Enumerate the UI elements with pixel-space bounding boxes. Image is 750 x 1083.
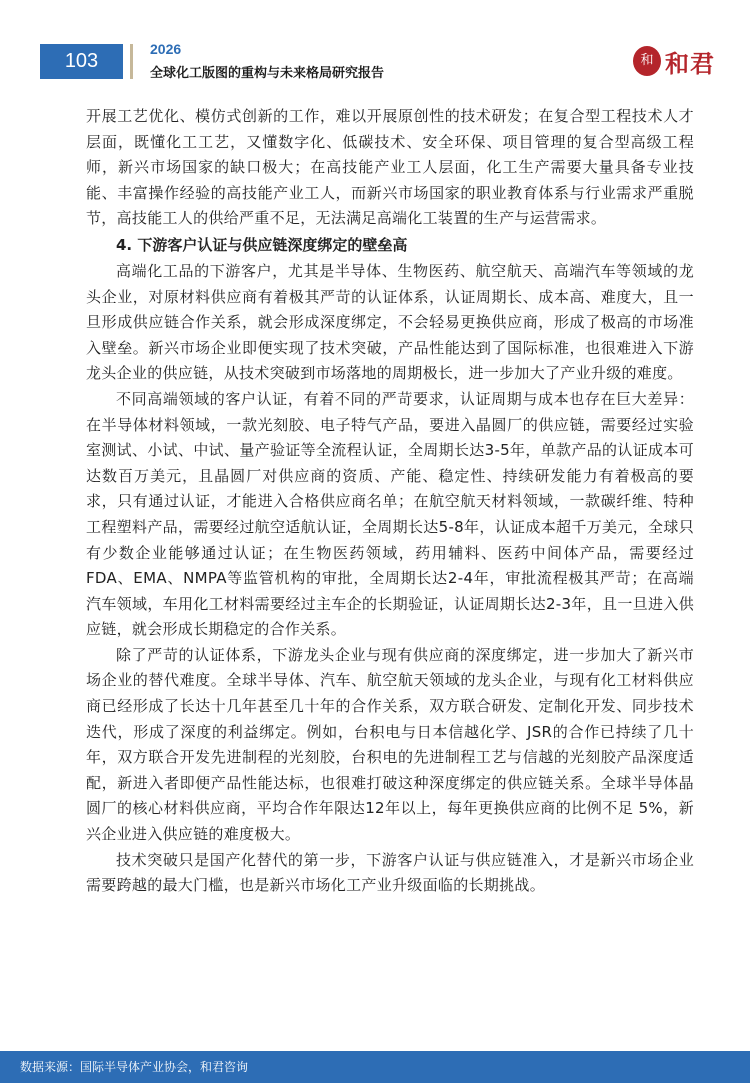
paragraph-2: 不同高端领域的客户认证，有着不同的严苛要求，认证周期与成本也存在巨大差异：在半导体材料领域，一款光刻胶、电子特气产品，要进入晶圆厂的供应链，需要经过实验室测试、小试、中试、量产验证等全流程认证，全周期长达3-5年，单款产品的认证成本可达数百万美元，且晶圆厂对供应商的资质、产能、稳定性、持续研发能力有着极高的要求，只有通过认证，才能进入合格供应商名单；在航空航天材料领域，一款碳纤维、特种工程塑料产品，需要经过航空适航认证，全周期长达5-8年，认证成本超千万美元，全球只有少数企业能够通过认证；在生物医药领域，药用辅料、医药中间体产品，需要经过FDA、EMA、NMPA等监管机构的审批，全周期长达2-4年，审批流程极其严苛；在高端汽车领域，车用化工材料需要经过主车企的长期验证，认证周期长达2-3年，且一旦进入供应链，就会形成长期稳定的合作关系。 (86, 389, 694, 639)
report-year: 2026 (150, 41, 182, 57)
paragraph-4: 技术突破只是国产化替代的第一步，下游客户认证与供应链准入，才是新兴市场企业需要跨越的最大门槛，也是新兴市场化工产业升级面临的长期挑战。 (86, 850, 694, 895)
logo-text: 和君 (665, 49, 715, 78)
section-heading: 4. 下游客户认证与供应链深度绑定的壁垒高 (116, 235, 408, 254)
paragraph-1: 高端化工品的下游客户，尤其是半导体、生物医药、航空航天、高端汽车等领域的龙头企业，对原材料供应商有着极其严苛的认证体系，认证周期长、成本高、难度大，且一旦形成供应链合作关系，就会形成深度绑定，不会轻易更换供应商，形成了极高的市场准入壁垒。新兴市场企业即便实现了技术突破，产品性能达到了国际标准，也很难进入下游龙头企业的供应链，从技术突破到市场落地的周期极长，进一步加大了产业升级的难度。 (86, 261, 694, 383)
page-content (86, 104, 694, 899)
intro-paragraph: 开展工艺优化、模仿式创新的工作，难以开展原创性的技术研发；在复合型工程技术人才层面，既懂化工工艺，又懂数字化、低碳技术、安全环保、项目管理的复合型高级工程师，新兴市场国家的缺口极大；在高技能产业工人层面，化工生产需要大量具备专业技能、丰富操作经验的高技能产业工人，而新兴市场国家的职业教育体系与行业需求严重脱节，高技能工人的供给严重不足，无法满足高端化工装置的生产与运营需求。 (86, 107, 694, 228)
report-title: 全球化工版图的重构与未来格局研究报告 (150, 66, 385, 81)
page-header (0, 0, 750, 100)
data-source: 数据来源：国际半导体产业协会，和君咨询 (20, 1060, 249, 1074)
page-footer (0, 1051, 750, 1083)
logo-seal-icon: 和 (633, 46, 661, 76)
brand-logo (633, 44, 723, 80)
paragraph-3: 除了严苛的认证体系，下游龙头企业与现有供应商的深度绑定，进一步加大了新兴市场企业的替代难度。全球半导体、汽车、航空航天领域的龙头企业，与现有化工材料供应商已经形成了长达十几年甚至几十年的合作关系，双方联合研发、定制化开发、同步技术迭代，形成了深度的利益绑定。例如，台积电与日本信越化学、JSR的合作已持续了几十年，双方联合开发先进制程的光刻胶，台积电的先进制程工艺与信越的光刻胶产品深度适配，新进入者即便产品性能达标，也很难打破这种深度绑定的供应链关系。全球半导体晶圆厂的核心材料供应商，平均合作年限达12年以上，每年更换供应商的比例不足 5%，新兴企业进入供应链的难度极大。 (86, 645, 694, 844)
page-number: 103 (40, 44, 123, 79)
header-divider (130, 44, 133, 79)
